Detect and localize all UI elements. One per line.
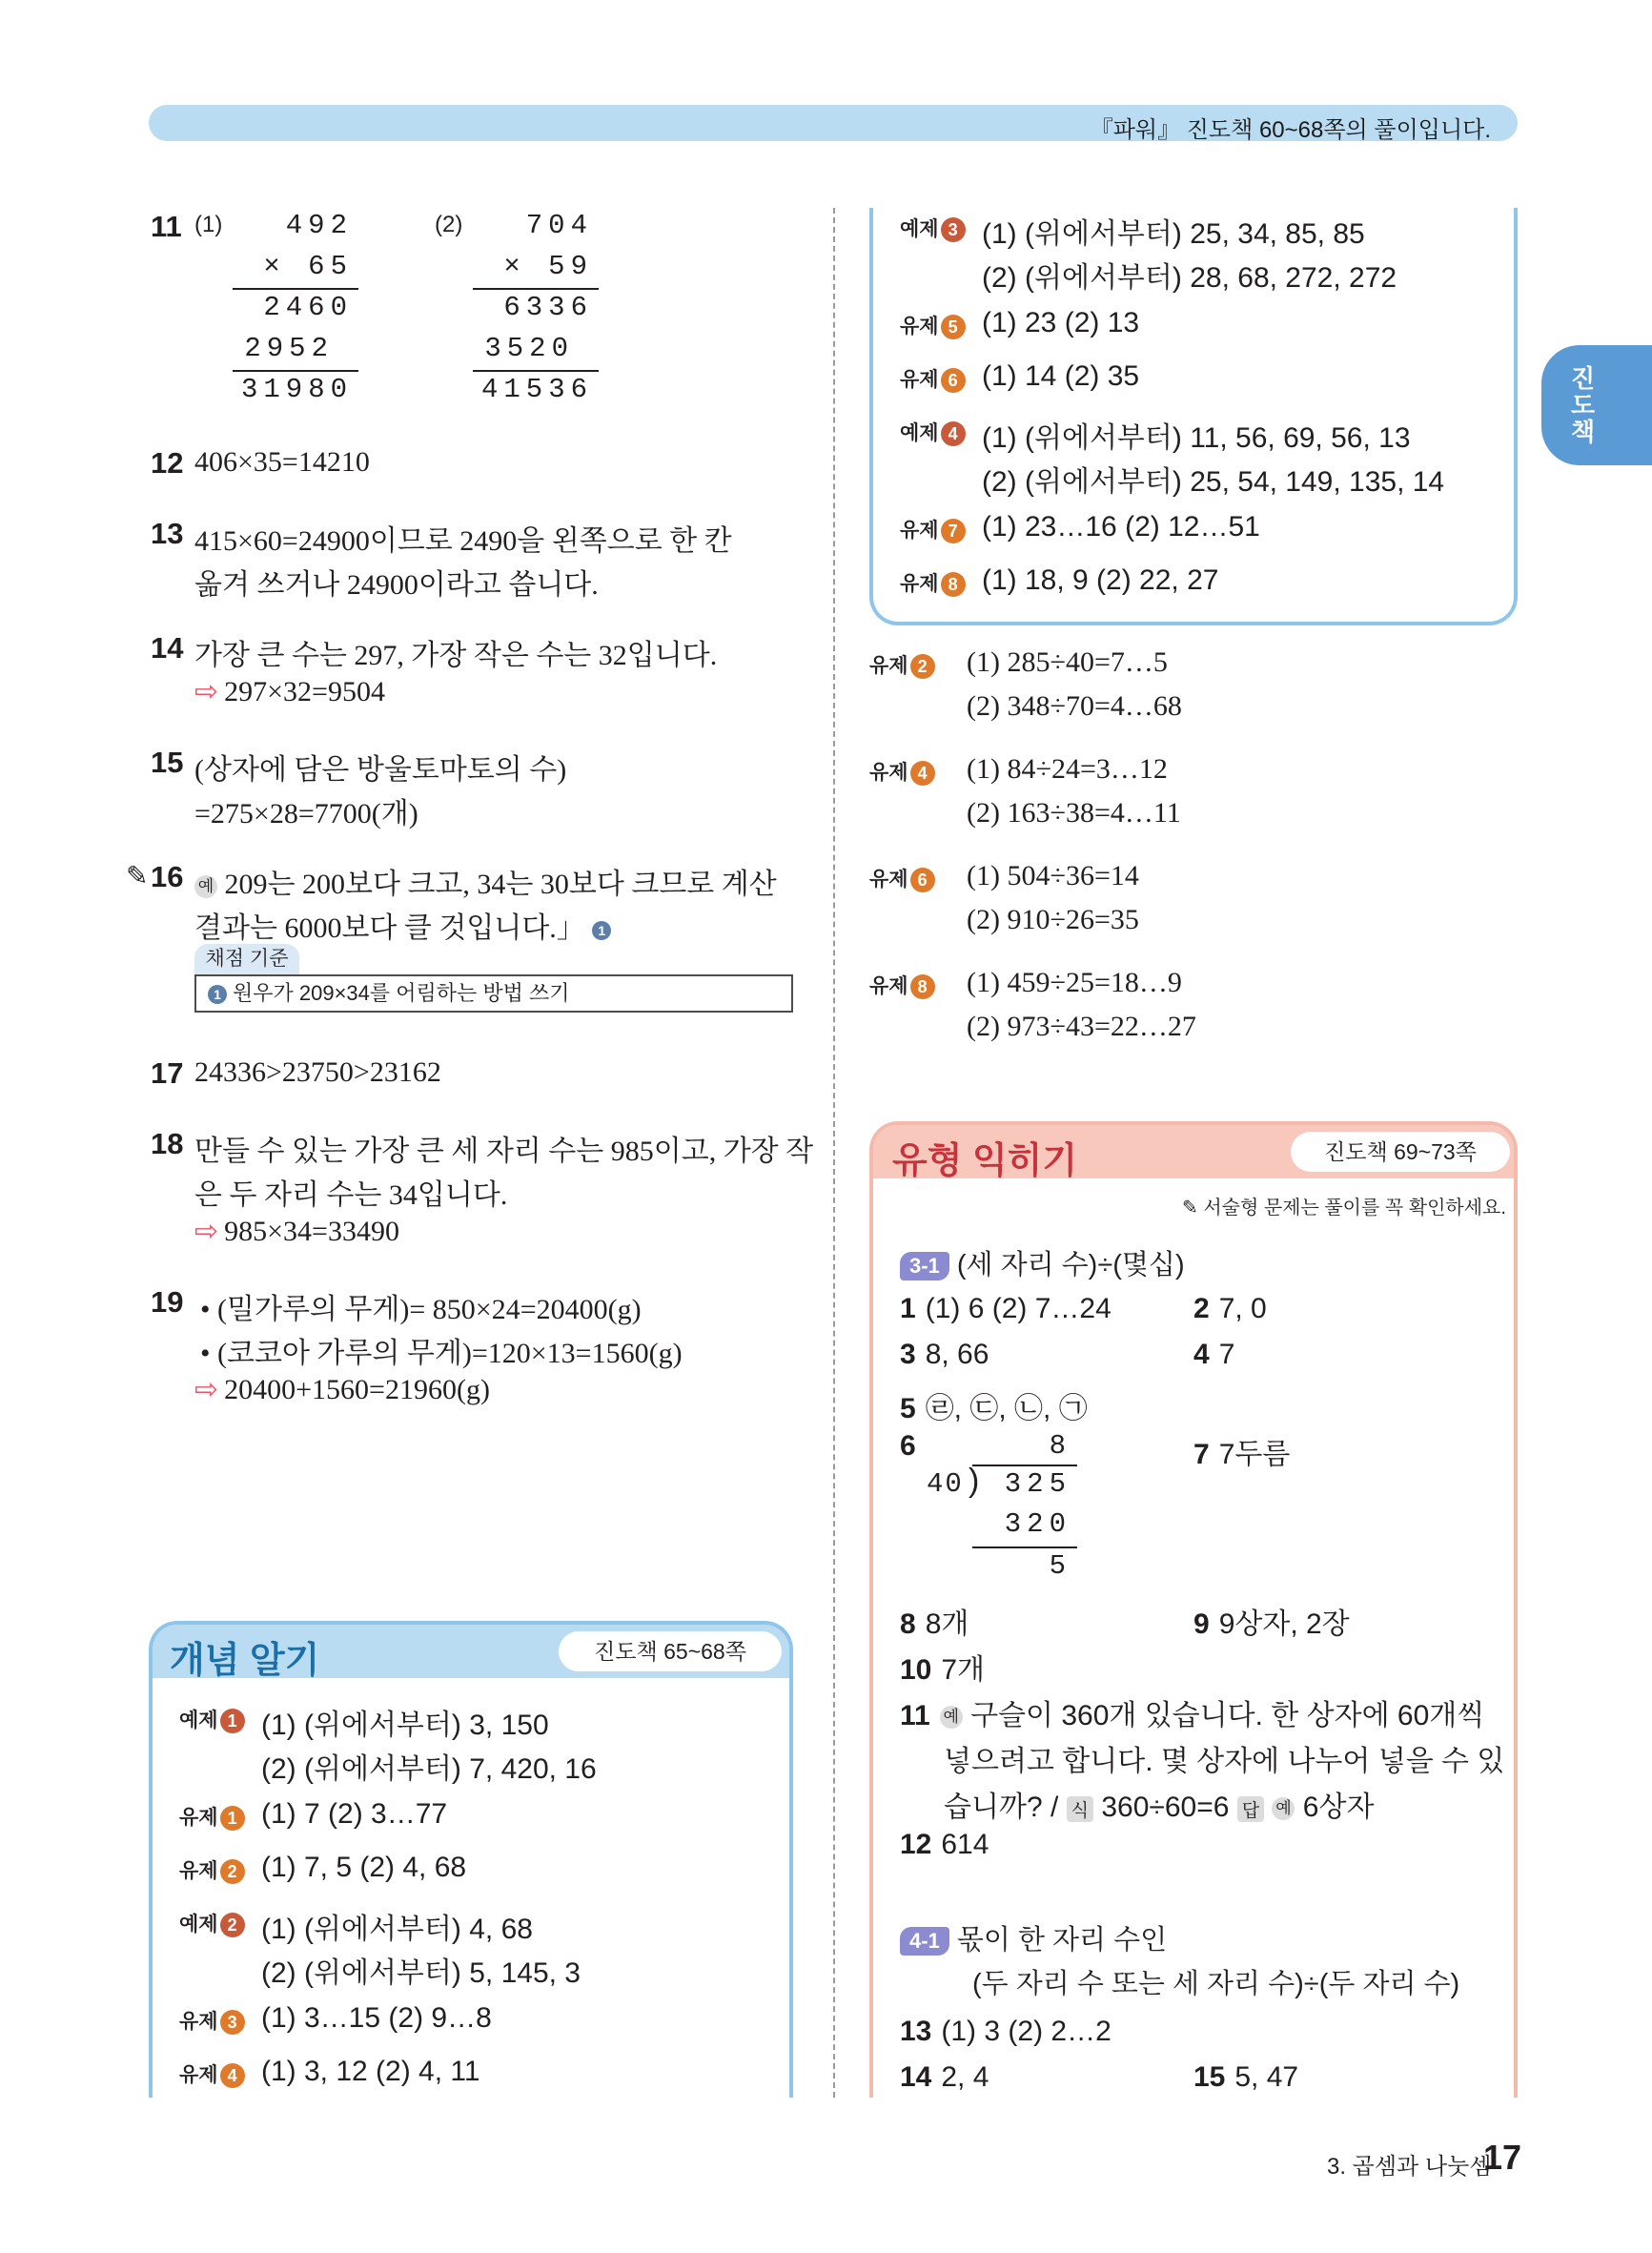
- answer-6-rule: [972, 1546, 1077, 1548]
- section-3-1: [900, 1243, 1185, 1282]
- answer-6-bracket: ): [969, 1463, 980, 1499]
- q15-line1: (상자에 담은 방울토마토의 수): [194, 754, 567, 786]
- q16-line1: 209는 200보다 크고, 34는 30보다 크므로 계산: [224, 869, 777, 900]
- rt-row-1-badge: 3: [941, 217, 966, 242]
- side-tab: [1541, 345, 1652, 465]
- rt-row-6-label: 유제 8: [900, 568, 966, 597]
- q11-p1-a: 492: [285, 210, 353, 241]
- q15-line2: =275×28=7700(개): [194, 798, 418, 830]
- rt-row-3-badge: 6: [941, 368, 966, 393]
- q15-number: 15: [151, 746, 184, 779]
- rt-row-1-label: 예제 3: [900, 214, 966, 242]
- rm-row-3-line1: (1) 504÷36=14: [967, 860, 1139, 891]
- q16-line2-row: [194, 904, 617, 946]
- q11-p2-r1: 6336: [503, 292, 593, 323]
- practice-ref: 진도책 69~73쪽: [1291, 1132, 1510, 1172]
- q19-line2: • (코코아 가루의 무게)=120×13=1560(g): [200, 1338, 683, 1369]
- q16-example-tag: 예: [194, 875, 217, 898]
- rt-row-6-badge: 8: [941, 572, 966, 597]
- concept-row-3-label: 유제 2: [179, 1855, 245, 1884]
- q14-line2-row: [194, 675, 385, 708]
- q11-p1-r2: 2952: [244, 333, 334, 364]
- rm-row-4-line2: (2) 973÷43=22…27: [967, 1011, 1196, 1042]
- header-bar: [149, 105, 1518, 141]
- answer-11-line3: 습니까? / 식 360÷60=6 답 예 6상자: [944, 1792, 1375, 1823]
- concept-row-5-line1: (1) 3…15 (2) 9…8: [261, 2002, 492, 2034]
- q14-line1: 가장 큰 수는 297, 가장 작은 수는 32입니다.: [194, 640, 718, 671]
- pencil-icon: ✎: [126, 862, 149, 891]
- rm-row-1-line1: (1) 285÷40=7…5: [967, 646, 1168, 678]
- q11-p2-label: (2): [435, 212, 463, 237]
- concept-row-5-label: 유제 3: [179, 2006, 245, 2035]
- rt-row-4-badge: 4: [941, 421, 966, 446]
- answer-6-bar: [972, 1464, 1077, 1466]
- q11-p1-rule1: [233, 288, 358, 290]
- criteria-num: 1: [208, 985, 227, 1004]
- rm-row-1-badge: 2: [910, 654, 935, 679]
- q16-number: 16: [151, 860, 184, 893]
- concept-row-2-line1: (1) 7 (2) 3…77: [261, 1798, 448, 1830]
- section-3-1-tag: 3-1: [900, 1252, 949, 1280]
- rt-row-3-label: 유제 6: [900, 364, 966, 393]
- concept-row-2-label: 유제 1: [179, 1802, 245, 1831]
- q19-line3: 20400+1560=21960(g): [224, 1374, 490, 1405]
- concept-row-4-label: 예제 2: [179, 1909, 245, 1937]
- concept-row-4-line2: (2) (위에서부터) 5, 145, 3: [261, 1957, 581, 1989]
- arrow-icon: ⇨: [194, 1215, 219, 1248]
- q11-p2-res: 41536: [480, 374, 593, 405]
- q11-p2-r2: 3520: [484, 333, 574, 364]
- q19-line3-row: [194, 1373, 490, 1406]
- q16-line1-row: [194, 860, 777, 902]
- answer-6-subtract: 320: [1004, 1508, 1071, 1540]
- concept-row-5-badge: 3: [220, 2010, 245, 2035]
- answer-11-line2: 넣으려고 합니다. 몇 상자에 나누어 넣을 수 있: [944, 1746, 1505, 1777]
- q17-line1: 24336>23750>23162: [194, 1056, 441, 1088]
- criteria-box: [194, 974, 793, 1013]
- answer-7: 7 7두름: [1193, 1439, 1291, 1470]
- q18-line2: 은 두 자리 수는 34입니다.: [194, 1179, 508, 1211]
- rm-row-4-badge: 8: [910, 974, 935, 999]
- page-number: 17: [1483, 2138, 1522, 2177]
- rm-row-1-line2: (2) 348÷70=4…68: [967, 690, 1182, 722]
- q19-line1: • (밀가루의 무게)= 850×24=20400(g): [200, 1294, 642, 1325]
- section-4-1-title1: 몫이 한 자리 수인: [956, 1925, 1168, 1956]
- arrow-icon: ⇨: [194, 1373, 219, 1406]
- answer-9: 9 9상자, 2장: [1193, 1608, 1350, 1640]
- q11-p1-label: (1): [194, 212, 223, 237]
- answer-10: 10 7개: [900, 1654, 986, 1686]
- concept-ref: 진도책 65~68쪽: [559, 1631, 782, 1671]
- q18-line3: 985×34=33490: [224, 1216, 399, 1247]
- rt-row-3-line1: (1) 14 (2) 35: [982, 360, 1140, 392]
- practice-note: 서술형 문제는 풀이를 꼭 확인하세요.: [1203, 1198, 1506, 1219]
- section-4-1-tag: 4-1: [900, 1927, 949, 1956]
- column-divider: [833, 208, 835, 2098]
- q11-p1-res: 31980: [240, 374, 353, 405]
- q14-number: 14: [151, 631, 184, 665]
- concept-row-1-badge: 1: [220, 1709, 245, 1733]
- q11-p2-rule2: [473, 370, 599, 372]
- pencil-icon: ✎: [1182, 1198, 1198, 1219]
- concept-row-4-badge: 2: [220, 1913, 245, 1937]
- q18-line3-row: [194, 1215, 399, 1248]
- answer-4: 4 7: [1193, 1339, 1235, 1370]
- rm-row-3-line2: (2) 910÷26=35: [967, 904, 1139, 935]
- concept-row-6-badge: 4: [220, 2063, 245, 2088]
- q18-number: 18: [151, 1127, 184, 1160]
- rt-row-4-line1: (1) (위에서부터) 11, 56, 69, 56, 13: [982, 422, 1411, 454]
- q12-number: 12: [151, 446, 184, 480]
- q16-line2: 결과는 6000보다 클 것입니다.」: [194, 912, 585, 944]
- concept-row-1-line1: (1) (위에서부터) 3, 150: [261, 1710, 549, 1741]
- q17-number: 17: [151, 1056, 184, 1090]
- concept-row-6-label: 유제 4: [179, 2059, 245, 2088]
- rm-row-2-line2: (2) 163÷38=4…11: [967, 797, 1181, 829]
- rt-row-1-line2: (2) (위에서부터) 28, 68, 272, 272: [982, 262, 1397, 294]
- rm-row-4-label: 유제 8: [869, 971, 935, 999]
- rm-row-1-label: 유제 2: [869, 650, 935, 679]
- q13-line1: 415×60=24900이므로 2490을 왼쪽으로 한 칸: [194, 525, 732, 557]
- rt-row-2-badge: 5: [941, 315, 966, 339]
- section-3-1-title: (세 자리 수)÷(몇십): [956, 1250, 1185, 1280]
- answer-8: 8 8개: [900, 1608, 969, 1640]
- practice-note-row: [1182, 1192, 1506, 1219]
- answer-5: 5 ㉣, ㉢, ㉡, ㉠: [900, 1393, 1088, 1424]
- criteria-text: 원우가 209×34를 어림하는 방법 쓰기: [233, 981, 570, 1005]
- rt-row-2-line1: (1) 23 (2) 13: [982, 307, 1140, 338]
- rt-row-2-label: 유제 5: [900, 311, 966, 339]
- q11-p1-rule2: [233, 370, 358, 372]
- concept-row-2-badge: 1: [220, 1806, 245, 1831]
- q11-p2-rule1: [473, 288, 599, 290]
- answer-2: 2 7, 0: [1193, 1293, 1267, 1324]
- rm-row-2-line1: (1) 84÷24=3…12: [967, 753, 1168, 785]
- q13-line2: 옮겨 쓰거나 24900이라고 씁니다.: [194, 569, 599, 601]
- answer-14: 14 2, 4: [900, 2061, 989, 2093]
- practice-title: 유형 익히기: [892, 1141, 1078, 1181]
- criteria-tag: 채점 기준: [194, 944, 299, 974]
- answer-3: 3 8, 66: [900, 1339, 989, 1370]
- rt-row-1-line1: (1) (위에서부터) 25, 34, 85, 85: [982, 218, 1365, 250]
- concept-row-6-line1: (1) 3, 12 (2) 4, 11: [261, 2056, 480, 2087]
- q13-number: 13: [151, 517, 184, 550]
- answer-6-divisor: 40: [927, 1468, 964, 1500]
- rm-row-4-line1: (1) 459÷25=18…9: [967, 967, 1182, 998]
- answer-6-number: 6: [900, 1430, 916, 1462]
- rm-row-3-badge: 6: [910, 868, 935, 892]
- header-text: 『파워』 진도책 60~68쪽의 풀이입니다.: [1090, 117, 1491, 143]
- section-4-1-title2: (두 자리 수 또는 세 자리 수)÷(두 자리 수): [972, 1969, 1460, 1999]
- answer-11-line1: 11 예 구슬이 360개 있습니다. 한 상자에 60개씩: [900, 1700, 1485, 1731]
- footer-chapter: 3. 곱셈과 나눗셈: [1327, 2154, 1492, 2180]
- answer-6-remainder: 5: [1049, 1550, 1071, 1582]
- answer-13: 13 (1) 3 (2) 2…2: [900, 2016, 1112, 2047]
- section-4-1: [900, 1918, 1167, 1957]
- q11-p2-b: × 59: [503, 251, 593, 282]
- answer-15: 15 5, 47: [1193, 2061, 1299, 2093]
- q16-marker: 1: [592, 921, 611, 940]
- rm-row-2-badge: 4: [910, 761, 935, 786]
- concept-row-1-label: 예제 1: [179, 1705, 245, 1733]
- concept-row-3-line1: (1) 7, 5 (2) 4, 68: [261, 1852, 467, 1883]
- q19-number: 19: [151, 1285, 184, 1319]
- rt-row-6-line1: (1) 18, 9 (2) 22, 27: [982, 564, 1219, 596]
- rt-row-5-label: 유제 7: [900, 515, 966, 543]
- q11-p1-r1: 2460: [263, 292, 353, 323]
- rt-row-4-label: 예제 4: [900, 418, 966, 446]
- arrow-icon: ⇨: [194, 675, 219, 708]
- rm-row-3-label: 유제 6: [869, 864, 935, 892]
- answer-6-dividend: 325: [1004, 1468, 1071, 1500]
- answer-6-quotient: 8: [1049, 1430, 1071, 1462]
- q12-line1: 406×35=14210: [194, 446, 370, 478]
- q14-line2: 297×32=9504: [224, 676, 385, 707]
- q18-line1: 만들 수 있는 가장 큰 세 자리 수는 985이고, 가장 작: [194, 1136, 814, 1167]
- rm-row-2-label: 유제 4: [869, 757, 935, 786]
- concept-row-3-badge: 2: [220, 1859, 245, 1884]
- answer-1: 1 (1) 6 (2) 7…24: [900, 1293, 1112, 1324]
- concept-row-1-line2: (2) (위에서부터) 7, 420, 16: [261, 1753, 597, 1785]
- rt-row-5-line1: (1) 23…16 (2) 12…51: [982, 511, 1260, 543]
- rt-row-5-badge: 7: [941, 519, 966, 543]
- q11-number: 11: [151, 210, 182, 243]
- concept-row-4-line1: (1) (위에서부터) 4, 68: [261, 1914, 533, 1945]
- answer-12: 12 614: [900, 1829, 989, 1860]
- concept-title: 개념 알기: [170, 1641, 320, 1681]
- rt-row-4-line2: (2) (위에서부터) 25, 54, 149, 135, 14: [982, 466, 1445, 498]
- q11-p1-b: × 65: [263, 251, 353, 282]
- q11-p2-a: 704: [525, 210, 593, 241]
- side-tab-label: 진도책: [1571, 364, 1596, 446]
